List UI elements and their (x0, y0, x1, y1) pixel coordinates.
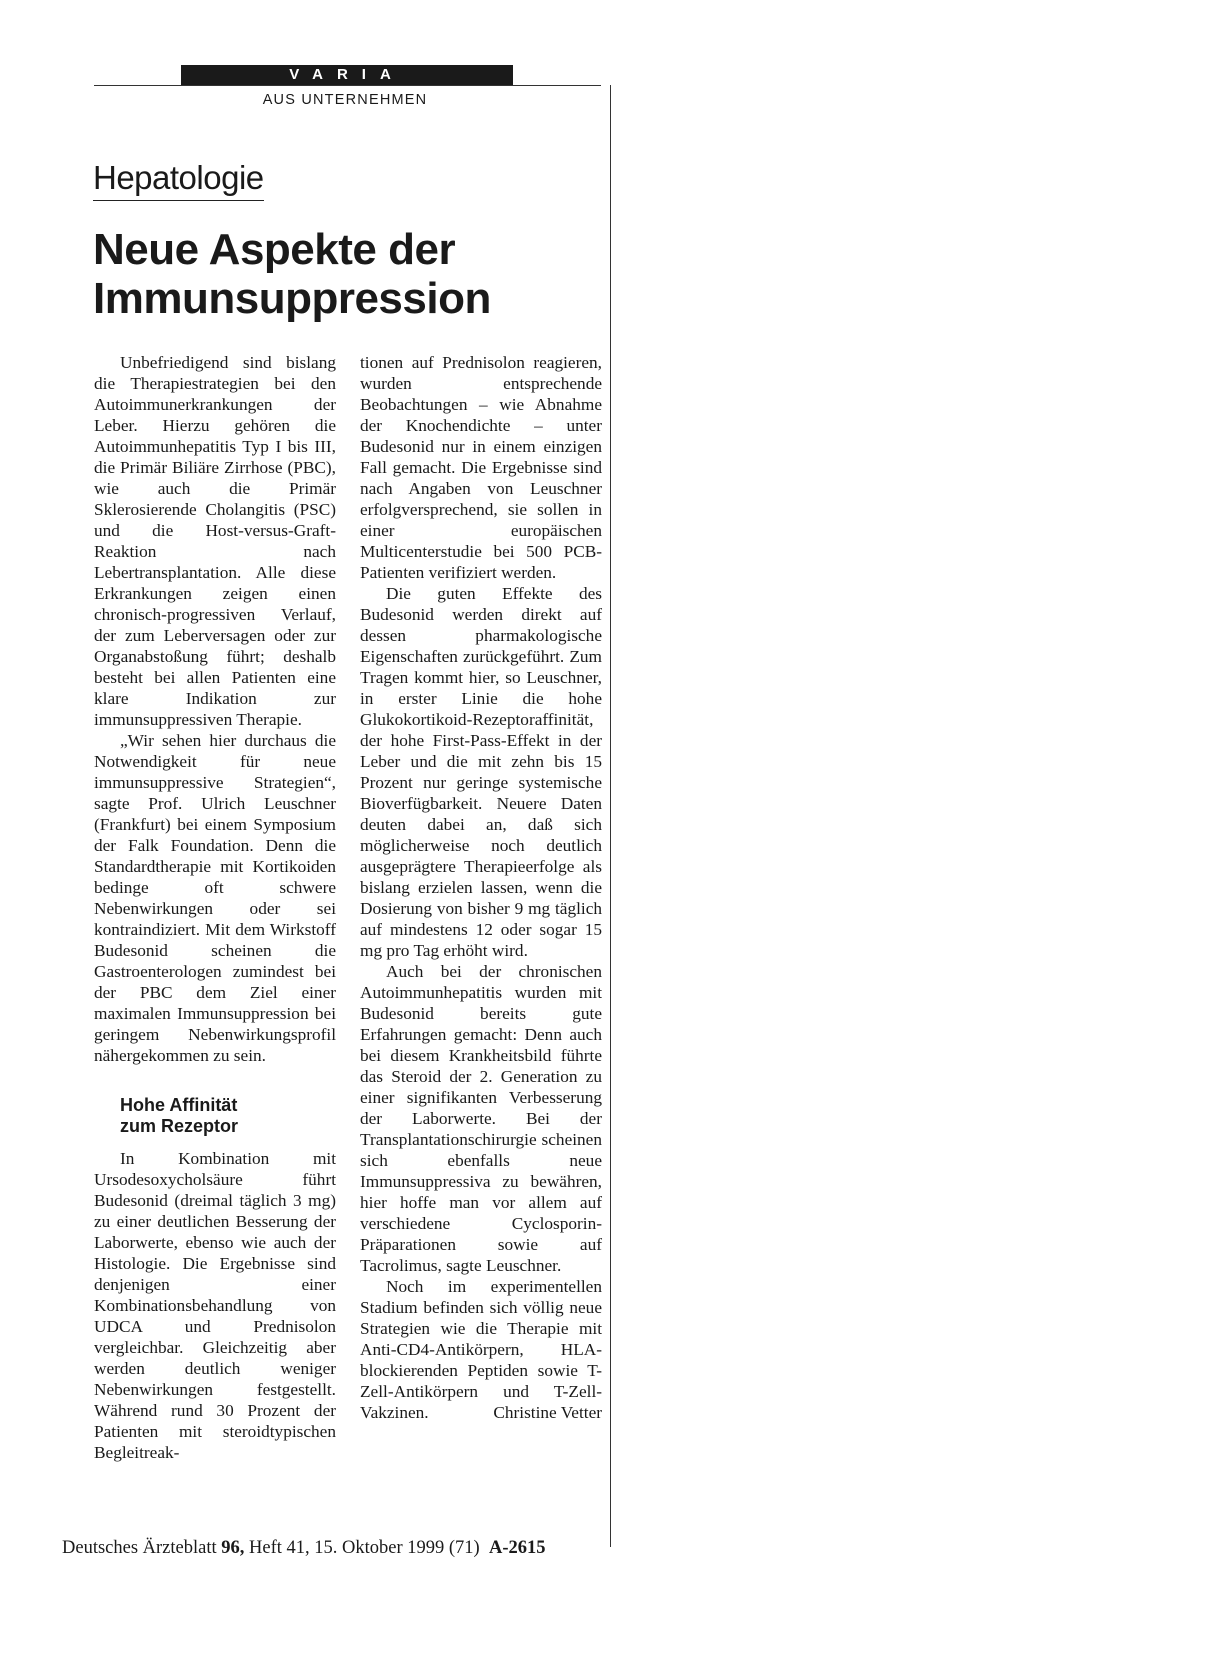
article-kicker: Hepatologie (93, 158, 264, 201)
paragraph: Auch bei der chronischen Autoimmunhepatitis wurden mit Budesonid bereits gute Erfahrungen gemacht: Denn auch bei diesem Krankheitsbild führte das Steroid der 2. Generation zu einer signifikanten Verbesserung der Laborwerte. Bei der Transplantationschirurgie scheinen sich ebenfalls neue Immunsuppressiva zu bewähren, hier hoffe man vor allem auf verschiedene Cyclosporin-Präparationen sowie auf Tacrolimus, sagte Leuschner. (360, 962, 602, 1275)
section-subheading (120, 1095, 330, 1137)
author-name: Christine Vetter (493, 1403, 602, 1422)
paragraph: Die guten Effekte des Budesonid werden direkt auf dessen pharmakologische Eigenschaften zurückgeführt. Zum Tragen kommt hier, so Leuschner, in erster Linie die hohe Glukokortikoid-Rezeptoraffinität, der hohe First-Pass-Effekt in der Leber und die mit zehn bis 15 Prozent nur geringe systemische Bioverfügbarkeit. Neuere Daten deuten dabei an, daß sich möglicherweise noch deutlich ausgeprägtere Therapieerfolge als bislang erzielen lassen, wenn die Dosierung von bisher 9 mg täglich auf mindestens 12 oder sogar 15 mg pro Tag erhöht wird. (360, 584, 602, 960)
text-column-2 (360, 352, 602, 1423)
header-rule (94, 85, 601, 86)
paragraph: tionen auf Prednisolon reagieren, wurden entsprechende Beobachtungen – wie Abnahme der Knochendichte – unter Budesonid nur in einem einzigen Fall gemacht. Die Ergebnisse sind nach Angaben von Leuschner erfolgversprechend, sie sollen in einer europäischen Multicenterstudie bei 500 PCB-Patienten verifiziert werden. (360, 353, 602, 582)
paragraph: Unbefriedigend sind bislang die Therapiestrategien bei den Autoimmunerkrankungen der Leber. Hierzu gehören die Autoimmunhepatitis Typ I bis III, die Primär Biliäre Zirrhose (PBC), wie auch die Primär Sklerosierende Cholangitis (PSC) und die Host-versus-Graft-Reaktion nach Lebertransplantation. Alle diese Erkrankungen zeigen einen chronisch-progressiven Verlauf, der zum Leberversagen oder zur Organabstoßung führt; deshalb besteht bei allen Patienten eine klare Indikation zur immunsuppressiven Therapie. (94, 353, 336, 729)
text-column-1 (94, 352, 336, 1463)
journal-volume: 96, (221, 1538, 245, 1558)
paragraph (360, 1276, 602, 1423)
issue-info: Heft 41, 15. Oktober 1999 (71) (249, 1538, 480, 1558)
subheading-line-2: zum Rezeptor (120, 1116, 239, 1136)
title-line-1: Neue Aspekte der (93, 225, 456, 274)
subheading-line-1: Hohe Affinität (120, 1095, 238, 1115)
paragraph: „Wir sehen hier durchaus die Notwendigkeit für neue immunsuppressive Strategien“, sagte Prof. Ulrich Leuschner (Frankfurt) bei einem Symposium der Falk Foundation. Denn die Standardtherapie mit Kortikoiden bedinge oft schwere Nebenwirkungen oder sei kontraindiziert. Mit dem Wirkstoff Budesonid scheinen die Gastroenterologen zumindest bei der PBC dem Ziel einer maximalen Immunsuppression bei geringem Nebenwirkungsprofil nähergekommen zu sein. (94, 731, 336, 1065)
paragraph-text: Noch im experimentellen Stadium befinden sich völlig neue Strategien wie die Therapie mit Anti-CD4-Antikörpern, HLA-blockierenden Peptiden sowie T-Zell-Antikörpern und T-Zell-Vakzinen. (360, 1277, 602, 1422)
article-title (93, 225, 613, 323)
subsection-label: AUS UNTERNEHMEN (262, 92, 428, 108)
page-number: A-2615 (488, 1538, 546, 1558)
title-line-2: Immunsuppression (93, 274, 491, 323)
journal-name: Deutsches Ärzteblatt (62, 1538, 217, 1558)
page-footer (62, 1536, 612, 1560)
section-label: VARIA (181, 65, 513, 85)
paragraph: In Kombination mit Ursodesoxycholsäure führt Budesonid (dreimal täglich 3 mg) zu einer deutlichen Besserung der Laborwerte, ebenso wie auch der Histologie. Die Ergebnisse sind denjenigen einer Kombinationsbehandlung von UDCA und Prednisolon vergleichbar. Gleichzeitig aber werden deutlich weniger Nebenwirkungen festgestellt. Während rund 30 Prozent der Patienten mit steroidtypischen Begleitreak- (94, 1149, 336, 1462)
